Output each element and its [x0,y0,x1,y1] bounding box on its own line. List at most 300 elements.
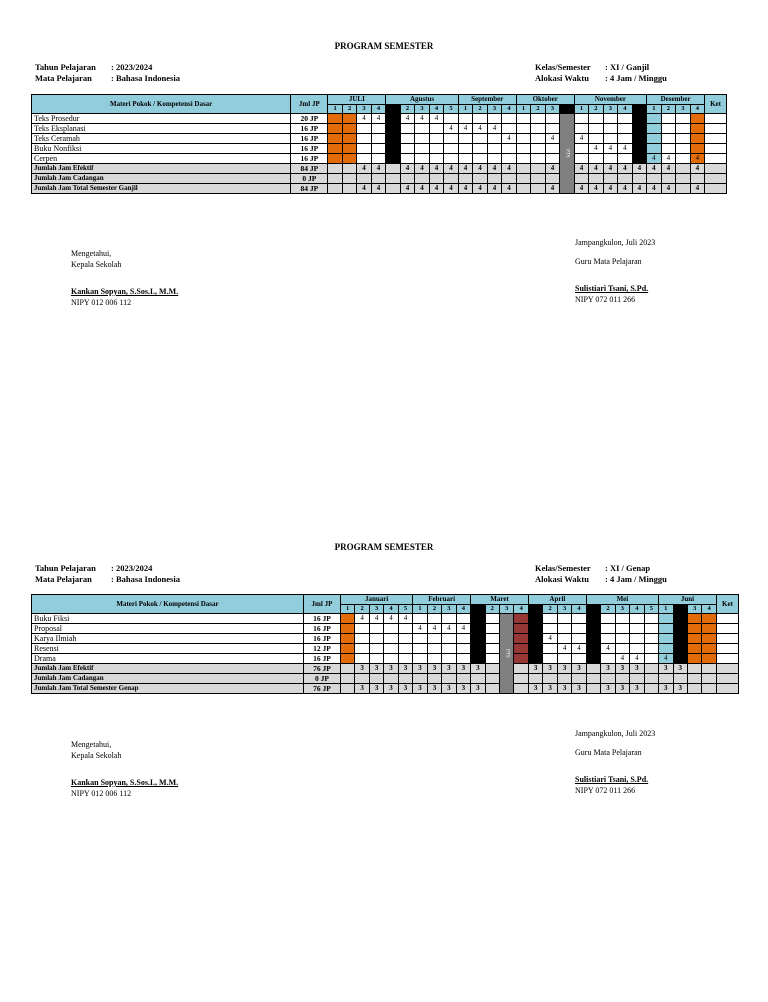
week-header: 1 [528,605,542,614]
month-header: Oktober [516,95,574,105]
week-cell [340,624,354,634]
week-header: 2 [342,105,356,114]
jp-value: 76 JP [303,664,340,674]
week-cell [427,674,441,684]
week-cell [676,144,690,154]
week-cell [702,614,717,624]
week-cell [687,664,701,674]
week-cell [514,684,528,694]
week-cell [340,654,354,664]
week-cell [502,174,517,184]
jp-value: 76 JP [303,684,340,694]
week-header: 3 [500,605,514,614]
week-cell [413,674,427,684]
week-cell [442,654,456,664]
week-cell [632,124,646,134]
week-cell [485,674,499,684]
ket-cell [716,674,738,684]
week-cell [502,144,517,154]
kepala-sekolah-nip: NIPY 012 006 112 [71,789,132,798]
week-header: 4 [690,105,704,114]
week-cell: 4 [690,184,704,194]
week-cell [413,634,427,644]
summary-label: Jumlah Jam Cadangan [32,174,291,184]
ket-cell [705,114,727,124]
week-cell: 4 [603,184,617,194]
week-cell [516,134,530,144]
week-cell: 4 [415,164,429,174]
week-cell [661,114,675,124]
kepala-sekolah-text: Kepala Sekolah [71,260,122,269]
week-cell [514,624,528,634]
week-cell [618,114,632,124]
week-cell [427,644,441,654]
week-cell [386,114,400,124]
week-cell [502,154,517,164]
week-cell [485,654,499,664]
place-date-text: Jampangkulon, Juli 2023 [575,729,656,738]
week-cell [528,674,542,684]
week-cell [690,144,704,154]
place-date-text: Jampangkulon, Juli 2023 [575,238,656,247]
week-cell [485,634,499,644]
materi-name: Teks Ceramah [32,134,291,144]
month-header: Februari [413,595,471,605]
week-cell [690,114,704,124]
week-cell [647,174,661,184]
week-cell [618,134,632,144]
week-cell [413,644,427,654]
week-cell [328,134,342,144]
week-cell [690,124,704,134]
week-cell [400,144,414,154]
signature-left [71,739,178,799]
week-cell: 4 [690,164,704,174]
week-cell [398,674,413,684]
week-cell [328,154,342,164]
ket-cell [716,684,738,694]
week-cell [429,154,443,164]
week-cell [413,614,427,624]
week-cell [589,134,603,144]
week-cell: 4 [603,144,617,154]
jp-header: Jml JP [291,95,328,114]
materi-name: Karya Ilmiah [32,634,304,644]
week-cell: 4 [502,134,517,144]
week-cell [471,654,485,664]
week-cell: 4 [398,614,413,624]
jp-value: 16 JP [291,134,328,144]
tahun-value: : 2023/2024 [111,62,153,72]
week-cell [528,624,542,634]
ket-cell [705,164,727,174]
week-cell [601,624,615,634]
week-cell: 4 [444,164,459,174]
week-header: 1 [458,105,472,114]
week-cell [543,644,557,654]
week-cell [384,654,398,664]
week-cell [471,644,485,654]
kelas-value: : XI / Genap [605,563,651,573]
week-cell [690,174,704,184]
week-cell [502,114,517,124]
week-cell [473,114,487,124]
week-cell: 4 [615,654,629,664]
program-semester-table [31,594,739,694]
week-cell [676,164,690,174]
week-cell: 4 [603,164,617,174]
week-cell [355,644,369,654]
week-cell [371,124,386,134]
week-cell [340,664,354,674]
week-cell [328,124,342,134]
week-cell: 4 [632,184,646,194]
guru-name: Sulistiari Tsani, S.Pd. [575,284,649,293]
week-cell [586,614,600,624]
week-cell [630,674,644,684]
week-cell [502,124,517,134]
week-header: 4 [514,605,528,614]
week-cell: 4 [429,184,443,194]
week-cell: 3 [543,684,557,694]
week-cell: 3 [659,684,673,694]
summary-label: Jumlah Jam Efektif [32,664,304,674]
week-header: 4 [618,105,632,114]
week-cell [516,114,530,124]
week-cell [702,664,717,674]
ket-cell [716,634,738,644]
week-header: 1 [647,105,661,114]
pts-cell: PTS [560,114,575,194]
week-cell: 4 [589,164,603,174]
week-cell [586,644,600,654]
week-cell [473,154,487,164]
week-cell [369,644,383,654]
week-cell: 3 [557,684,571,694]
week-header: 2 [531,105,545,114]
week-header: 3 [545,105,559,114]
week-cell [615,614,629,624]
week-cell [516,154,530,164]
week-cell [456,614,470,624]
week-cell [415,124,429,134]
week-cell [342,184,356,194]
signature-right [575,237,655,305]
guru-name: Sulistiari Tsani, S.Pd. [575,775,649,784]
week-cell: 4 [429,114,443,124]
week-cell: 4 [369,614,383,624]
week-cell [702,684,717,694]
week-cell [487,144,501,154]
week-cell [342,134,356,144]
week-cell: 4 [357,184,371,194]
week-cell [340,674,354,684]
week-cell [603,114,617,124]
week-cell [601,614,615,624]
week-cell [659,644,673,654]
week-cell: 4 [647,184,661,194]
week-cell [572,654,586,664]
week-header: 4 [456,605,470,614]
week-cell: 3 [442,684,456,694]
week-cell [342,164,356,174]
week-cell [514,634,528,644]
week-header: 1 [586,605,600,614]
week-cell [676,134,690,144]
week-cell: 4 [400,164,414,174]
week-cell [386,144,400,154]
month-header: Juni [659,595,717,605]
week-cell [458,154,472,164]
summary-row [32,684,739,694]
week-cell: 3 [456,664,470,674]
week-header: 3 [557,605,571,614]
jp-value: 16 JP [303,624,340,634]
week-cell: 3 [413,684,427,694]
week-cell [687,674,701,684]
week-cell [673,624,687,634]
week-cell [514,674,528,684]
materi-name: Teks Eksplanasi [32,124,291,134]
week-cell [618,124,632,134]
week-cell [615,674,629,684]
week-header: 4 [384,605,398,614]
week-cell: 4 [400,114,414,124]
week-cell: 4 [618,164,632,174]
week-cell [398,634,413,644]
info-left [35,563,180,585]
week-cell: 3 [355,664,369,674]
kepala-sekolah-name: Kankan Sopyan, S.Sos.I., M.M. [71,778,179,787]
week-cell [647,144,661,154]
alokasi-label: Alokasi Waktu [535,73,589,83]
week-cell [659,624,673,634]
week-cell: 4 [589,144,603,154]
week-cell [545,114,559,124]
week-cell: 4 [487,164,501,174]
week-cell: 3 [369,684,383,694]
week-cell [355,654,369,664]
week-cell [357,154,371,164]
week-cell [328,144,342,154]
week-cell [485,664,499,674]
week-cell [516,144,530,154]
week-cell [429,174,443,184]
jp-value: 16 JP [291,124,328,134]
week-header: 1 [516,105,530,114]
week-cell [589,154,603,164]
week-cell [340,634,354,644]
summary-row [32,164,727,174]
week-cell: 4 [661,154,675,164]
week-cell: 4 [444,124,459,134]
week-cell [673,614,687,624]
week-cell [673,674,687,684]
week-cell [444,154,459,164]
jp-value: 0 JP [303,674,340,684]
table-header-months [32,95,727,105]
mapel-value: : Bahasa Indonesia [111,73,180,83]
week-header: 2 [485,605,499,614]
week-cell [531,114,545,124]
week-cell [342,174,356,184]
week-cell [400,174,414,184]
week-header: 4 [502,105,517,114]
mapel-label: Mata Pelajaran [35,73,92,83]
week-cell: 4 [458,164,472,174]
week-cell [572,624,586,634]
jp-value: 16 JP [291,154,328,164]
week-header: 4 [429,105,443,114]
materi-row [32,634,739,644]
week-cell [456,674,470,684]
week-cell [340,644,354,654]
week-cell [603,154,617,164]
week-cell: 4 [545,184,559,194]
week-cell [601,674,615,684]
week-cell [601,634,615,644]
week-header: 1 [471,605,485,614]
summary-label: Jumlah Jam Efektif [32,164,291,174]
week-cell [659,674,673,684]
week-header: 1 [328,105,342,114]
alokasi-value: : 4 Jam / Minggu [605,73,667,83]
week-cell [342,144,356,154]
week-cell [543,614,557,624]
ket-cell [705,134,727,144]
week-cell [384,624,398,634]
week-cell [644,644,658,654]
week-cell: 4 [427,624,441,634]
week-cell [589,124,603,134]
month-header: September [458,95,516,105]
week-cell [369,624,383,634]
week-cell: 4 [413,624,427,634]
week-cell [632,154,646,164]
week-header: 1 [413,605,427,614]
week-header: 3 [357,105,371,114]
week-cell [603,134,617,144]
info-right [535,563,667,585]
week-cell: 3 [601,684,615,694]
week-cell [386,184,400,194]
semester-ganjil-section [0,0,768,500]
week-cell: 4 [673,654,687,664]
week-cell: 4 [415,184,429,194]
week-cell [557,674,571,684]
week-cell [676,124,690,134]
week-header: 2 [661,105,675,114]
week-header: 2 [601,605,615,614]
week-cell: 3 [543,664,557,674]
week-header: 3 [415,105,429,114]
summary-label: Jumlah Jam Total Semester Ganjil [32,184,291,194]
week-cell [473,174,487,184]
ket-cell [705,174,727,184]
week-cell [572,674,586,684]
jp-value: 0 JP [291,174,328,184]
week-cell [586,624,600,634]
week-cell: 4 [661,164,675,174]
alokasi-label: Alokasi Waktu [535,574,589,584]
week-cell: 3 [384,664,398,674]
week-cell [644,684,658,694]
week-cell: 4 [473,164,487,174]
week-cell: 4 [690,154,704,164]
week-cell: 3 [413,664,427,674]
week-cell [487,154,501,164]
tahun-label: Tahun Pelajaran [35,62,96,72]
week-cell [427,614,441,624]
jp-value: 16 JP [303,634,340,644]
week-cell [456,634,470,644]
week-cell [444,174,459,184]
month-header: April [528,595,586,605]
week-header: 1 [659,605,673,614]
mapel-label: Mata Pelajaran [35,574,92,584]
week-cell: 4 [429,164,443,174]
week-cell: 4 [647,164,661,174]
week-cell [586,664,600,674]
week-cell [371,144,386,154]
week-cell: 3 [442,664,456,674]
week-header: 1 [340,605,354,614]
kepala-sekolah-text: Kepala Sekolah [71,751,122,760]
week-cell [485,624,499,634]
week-cell: 3 [471,664,485,674]
week-cell [398,624,413,634]
week-cell [543,624,557,634]
summary-row [32,664,739,674]
materi-name: Buku Fiksi [32,614,304,624]
week-cell [516,164,530,174]
week-cell: 4 [371,114,386,124]
week-cell [632,174,646,184]
kelas-label: Kelas/Semester [535,563,591,573]
info-right [535,62,667,84]
week-cell [514,644,528,654]
week-cell [458,134,472,144]
week-cell [355,634,369,644]
ket-cell [716,654,738,664]
week-cell [357,144,371,154]
week-cell: 4 [371,184,386,194]
week-cell [702,644,717,654]
week-cell: 4 [444,184,459,194]
week-cell: 3 [659,664,673,674]
week-cell [371,174,386,184]
week-cell [369,674,383,684]
week-cell [328,164,342,174]
week-cell [458,174,472,184]
week-cell [659,614,673,624]
jp-value: 16 JP [303,614,340,624]
week-cell: 3 [615,684,629,694]
week-cell: 4 [661,184,675,194]
month-header: November [574,95,646,105]
week-cell [340,684,354,694]
week-cell [415,144,429,154]
week-cell [531,124,545,134]
week-cell [687,634,701,644]
week-cell [487,114,501,124]
week-cell: 3 [398,664,413,674]
week-cell [528,614,542,624]
week-cell [676,174,690,184]
month-header: Desember [647,95,705,105]
week-cell [557,624,571,634]
week-cell [415,134,429,144]
